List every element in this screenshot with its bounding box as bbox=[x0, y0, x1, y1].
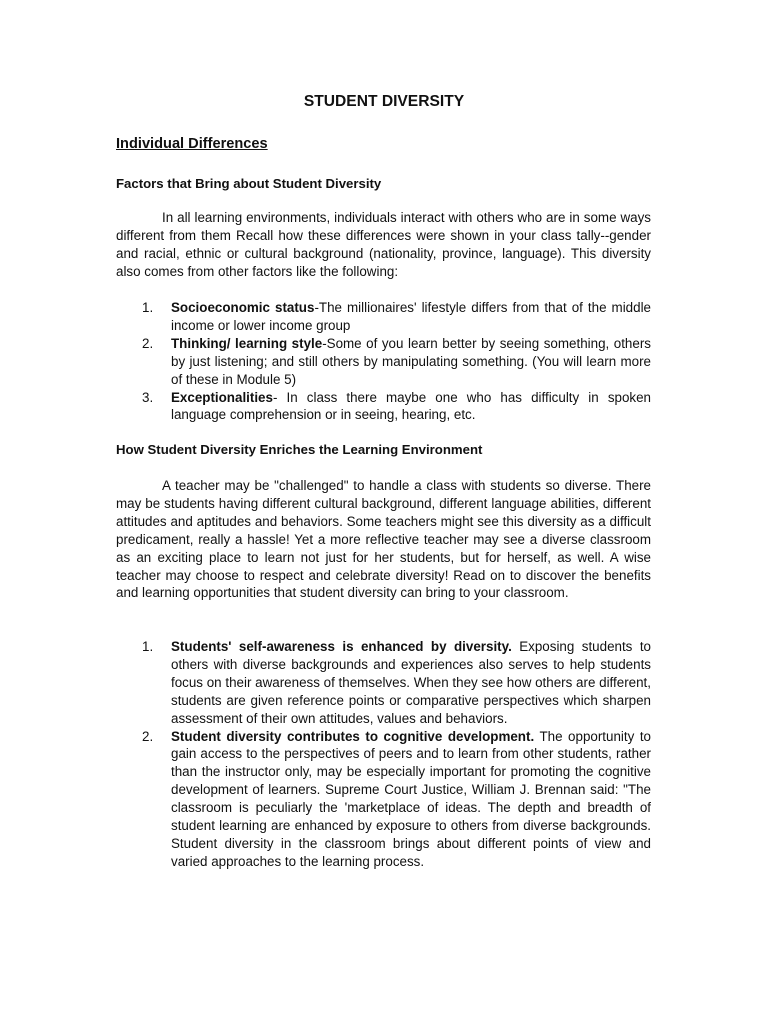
factors-paragraph: In all learning environments, individuals interact with others who are in some ways different from them Recall how these differences were shown in your class tally--gender and racial, ethnic or cultural background (nationality, province, language). This diversity also comes from other factors like the following: bbox=[116, 210, 651, 279]
document-title: STUDENT DIVERSITY bbox=[303, 93, 465, 110]
list-text: - In class there maybe one who has difficulty in spoken language comprehension or in seeing, hearing, etc. bbox=[171, 389, 651, 423]
enriches-list bbox=[116, 638, 651, 871]
factors-heading: Factors that Bring about Student Diversity bbox=[116, 176, 382, 191]
list-number: 1. bbox=[142, 639, 154, 654]
enriches-paragraph: A teacher may be "challenged" to handle a class with students so diverse. There may be students having different cultural background, different language abilities, different attitudes and aptitudes and behaviors. Some teachers might see this diversity as a difficult predicament, really a hassle! Yet a more reflective teacher may see a diverse classroom as an exciting place to learn not just for her students, but for herself, as well. A wise teacher may choose to respect and celebrate diversity! Read on to discover the benefits and learning opportunities that student diversity can bring to your classroom. bbox=[116, 478, 651, 601]
enriches-list-item bbox=[116, 728, 651, 871]
factors-list-item bbox=[116, 335, 651, 389]
list-number: 2. bbox=[142, 728, 154, 744]
factors-list bbox=[116, 299, 651, 424]
list-number: 3. bbox=[142, 389, 154, 405]
list-text: Exposing students to others with diverse backgrounds and experiences also serves to help students focus on their awareness of themselves. When they see how others are different, students are given reference points or comparative perspectives which sharpen assessment of their own attitudes, values and behaviors. bbox=[171, 639, 651, 726]
enriches-list-item bbox=[116, 638, 651, 728]
list-term: Students' self-awareness is enhanced by diversity. bbox=[171, 639, 512, 654]
factors-list-item bbox=[116, 299, 651, 335]
section-heading-individual-differences: Individual Differences bbox=[116, 136, 268, 152]
list-text: -Some of you learn better by seeing something, others by just listening; and still others by manipulating something. (You will learn more of these in Module 5) bbox=[171, 335, 651, 387]
list-text: -The millionaires' lifestyle differs from that of the middle income or lower income group bbox=[171, 300, 651, 333]
list-text: The opportunity to gain access to the perspectives of peers and to learn from other students, rather than the instructor only, may be especially important for promoting the cognitive development of learners. Supreme Court Justice, William J. Brennan said: "The classroom is peculiarly the 'marketplace of ideas. The depth and breadth of student learning are enhanced by exposure to others from diverse backgrounds. Student diversity in the classroom brings about different points of view and varied approaches to the learning process. bbox=[171, 728, 651, 869]
list-term: Exceptionalities bbox=[171, 389, 273, 405]
factors-list-item bbox=[116, 389, 651, 425]
list-number: 1. bbox=[142, 300, 154, 315]
list-term: Student diversity contributes to cognitive development. bbox=[171, 728, 535, 744]
enriches-heading: How Student Diversity Enriches the Learning Environment bbox=[116, 442, 483, 457]
list-number: 2. bbox=[142, 335, 154, 351]
list-term: Socioeconomic status bbox=[171, 300, 315, 315]
list-term: Thinking/ learning style bbox=[171, 335, 323, 351]
